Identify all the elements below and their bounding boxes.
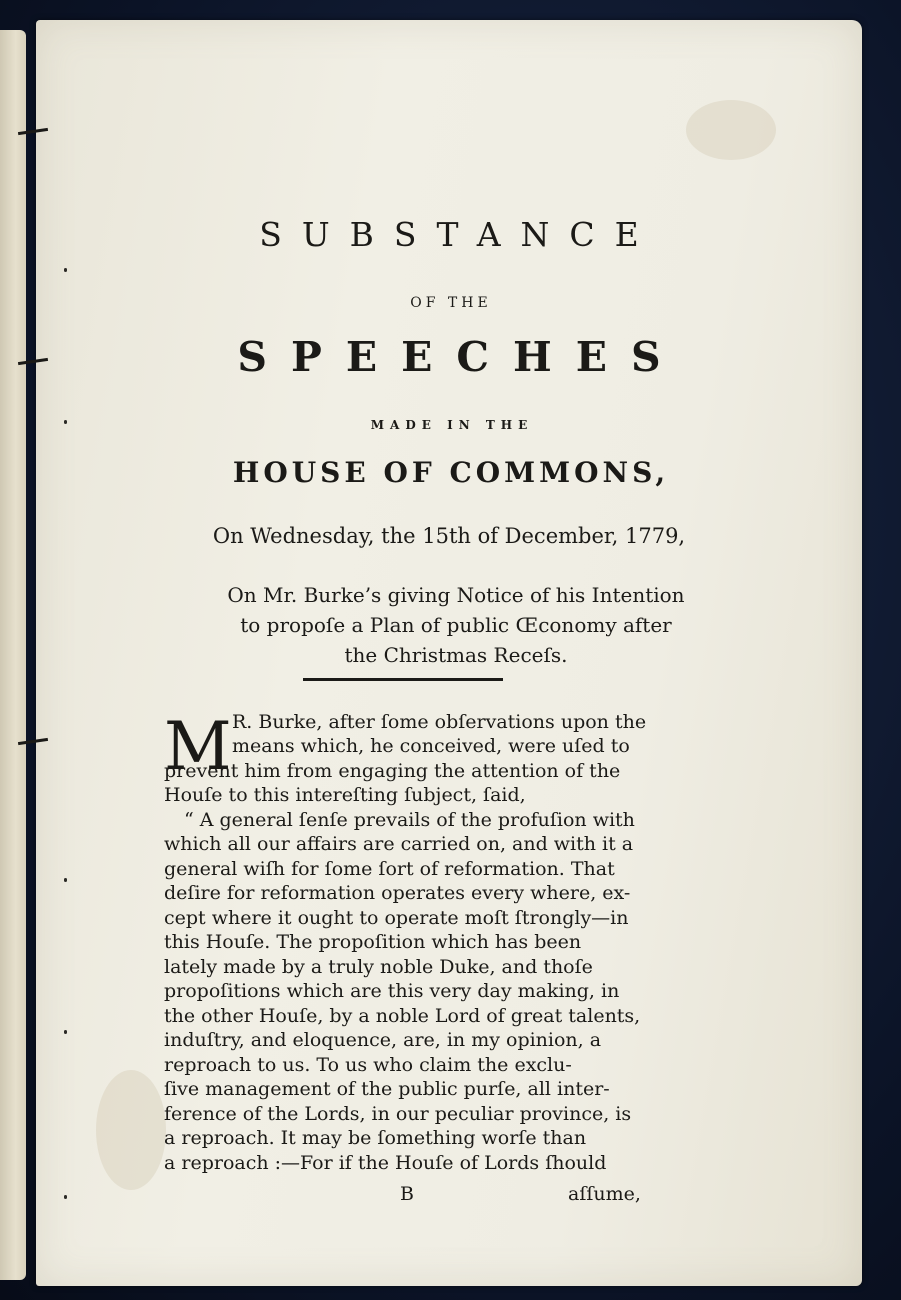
body-line: prevent him from engaging the attention of the (164, 760, 621, 782)
sewing-hole (64, 1030, 67, 1034)
sewing-hole (64, 1195, 67, 1199)
body-line: cept where it ought to operate moſt ſtrongly—in (164, 907, 629, 929)
title-speeches: SPEECHES (237, 333, 685, 381)
body-line: deſire for reformation operates every where, ex- (164, 882, 631, 904)
sewing-hole (64, 878, 67, 882)
body-line: this Houſe. The propoſition which has been (164, 931, 582, 953)
body-line: the other Houſe, by a noble Lord of great talents, (164, 1005, 641, 1027)
paper-stain (686, 100, 776, 160)
previous-page-edge (0, 30, 26, 1280)
body-line: reproach to us. To us who claim the exclu- (164, 1054, 572, 1076)
signature-mark: B (400, 1183, 414, 1205)
book-page (36, 20, 862, 1286)
subtitle-line: to propoſe a Plan of public Œconomy after (240, 613, 672, 637)
title-house-of-commons: HOUSE OF COMMONS, (232, 456, 670, 489)
subtitle-line: the Christmas Receſs. (344, 643, 568, 667)
title-substance: SUBSTANCE (259, 215, 659, 254)
subtitle-line: On Mr. Burke’s giving Notice of his Intention (227, 583, 685, 607)
body-line: ſive management of the public purſe, all inter- (164, 1078, 610, 1100)
body-line: “ A general ſenſe prevails of the profuſion with (184, 809, 635, 831)
catchword: aſſume, (568, 1183, 641, 1205)
body-line: induſtry, and eloquence, are, in my opinion, a (164, 1029, 602, 1051)
drop-capital: M (164, 708, 232, 785)
body-line: a reproach. It may be ſomething worſe than (164, 1127, 587, 1149)
title-made-in-the: MADE IN THE (370, 418, 534, 432)
body-line: ference of the Lords, in our peculiar province, is (164, 1103, 632, 1125)
body-line: means which, he conceived, were uſed to (232, 735, 630, 757)
body-line: R. Burke, after ſome obſervations upon the (232, 711, 647, 733)
body-line: general wiſh for ſome ſort of reformation. That (164, 858, 615, 880)
ornamental-rule (303, 678, 503, 681)
body-line: lately made by a truly noble Duke, and thoſe (164, 956, 593, 978)
title-of-the: OF THE (410, 295, 492, 311)
paper-stain (96, 1070, 166, 1190)
subtitle (156, 580, 756, 670)
dateline: On Wednesday, the 15th of December, 1779, (212, 524, 686, 548)
sewing-hole (64, 268, 67, 272)
body-line: Houſe to this intereſting ſubject, ſaid, (164, 784, 526, 806)
body-line: propoſitions which are this very day making, in (164, 980, 620, 1002)
body-line: which all our affairs are carried on, and with it a (164, 833, 634, 855)
body-line: a reproach :—For if the Houſe of Lords ſhould (164, 1152, 607, 1174)
